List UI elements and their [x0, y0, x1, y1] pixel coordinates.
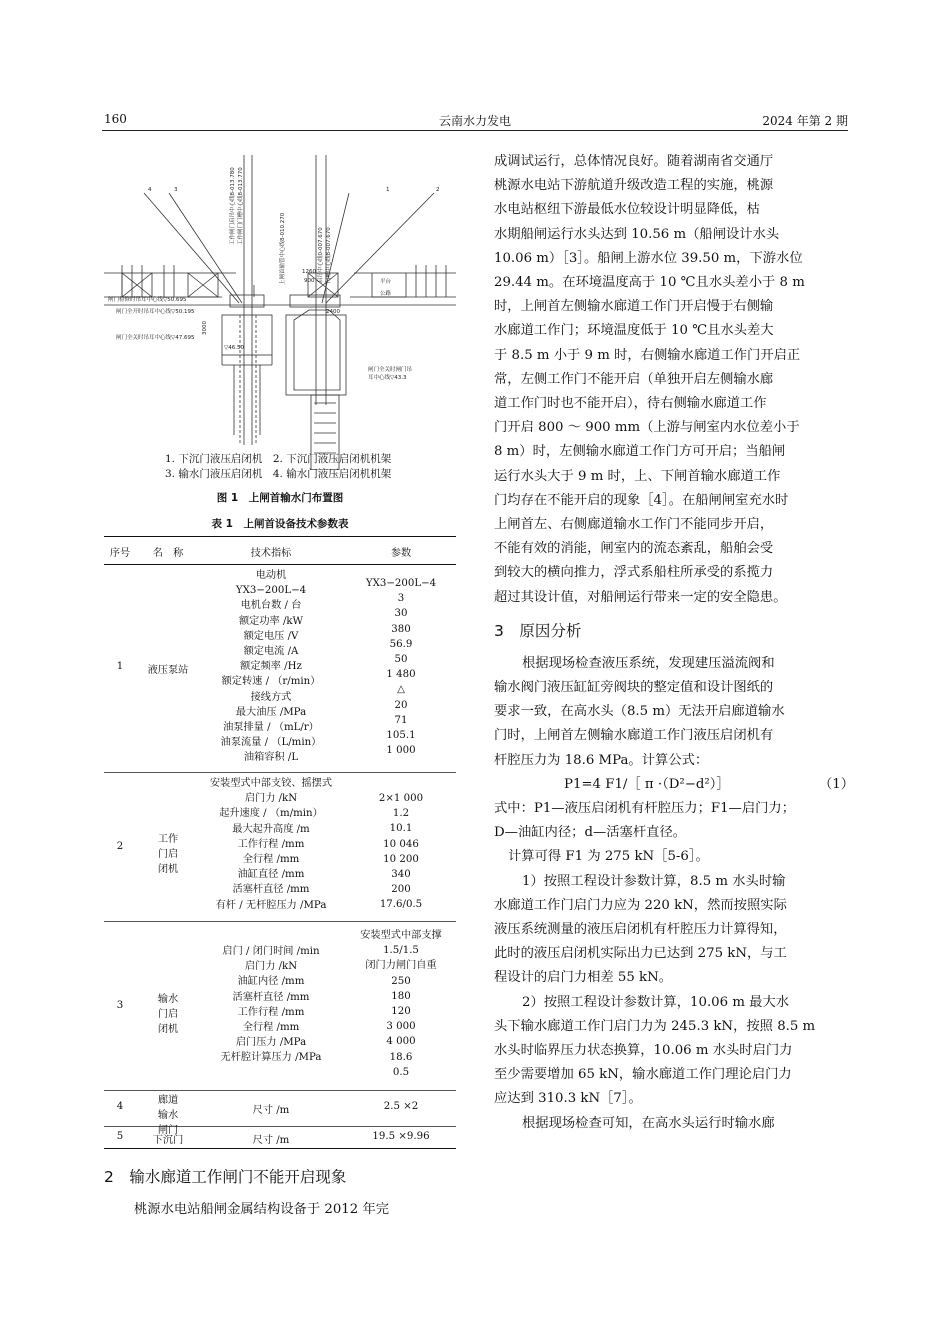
param: 30	[394, 608, 408, 620]
figure-vlabel-4: 启吊中心线0-007.670	[318, 227, 324, 283]
param: 105.1	[386, 730, 416, 742]
row3-no: 3	[116, 1000, 124, 1011]
text-line: 常，左侧工作门不能开启（单独开启左侧输水廊	[494, 371, 774, 387]
figure-dim-2400: 2400	[326, 309, 340, 315]
row1-no: 1	[116, 661, 124, 672]
figure-legend-1: 1. 下沉门液压启闭机 2. 下沉门液压启闭机机架	[165, 453, 392, 465]
text-line: 时，上闸首左侧输水廊道工作门开启慢于右侧输	[494, 299, 774, 315]
param: 3 000	[386, 1021, 416, 1033]
row1-name: 液压泵站	[147, 665, 189, 676]
row4-name: 廊道输水闸门	[157, 1095, 179, 1136]
row5-param: 19.5 ×9.96	[372, 1131, 430, 1142]
spec: 油箱容积 /L	[243, 752, 299, 764]
text-line: 头下输水廊道工作门启门力为 245.3 kN，按照 8.5 m	[494, 1018, 816, 1034]
text-line: 29.44 m。在环境温度高于 10 ℃且水头差小于 8 m	[494, 275, 805, 290]
figure-mark-3: 3	[174, 187, 178, 193]
text-line: P1=4 F1/［ π ·（D²−d²）］	[564, 776, 730, 792]
row1-params	[346, 576, 456, 758]
page-number: 160	[104, 112, 127, 126]
text-line: 液压系统测量的液压启闭机有杆腔压力计算得知，	[494, 922, 787, 937]
table-header-no: 序号	[109, 548, 131, 559]
param: 1.5/1.5	[383, 945, 419, 957]
spec: 起升速度 / （m/min）	[219, 808, 323, 820]
figure-mark-2: 2	[436, 187, 440, 193]
text-line: 计算可得 F1 为 275 kN［5-6］。	[508, 849, 709, 865]
text-line: 输水阀门液压缸缸旁阀块的整定值和设计图纸的	[494, 680, 774, 695]
text-line: 根据现场检查液压系统，发现建压溢流阀和	[522, 655, 775, 671]
table-header-name: 名 称	[152, 548, 184, 559]
param: △	[397, 684, 405, 696]
text-line: 3 原因分析	[494, 621, 582, 640]
spec: 安装型式中部支铰、摇摆式	[209, 778, 333, 789]
text-line: 水电站枢纽下游最低水位较设计明显降低，枯	[494, 202, 760, 218]
text-line: 8 m）时，左侧输水廊道工作门方可开启；当船闸	[494, 444, 786, 460]
figure-vlabel-2: 工作闸门门槽中心线8-013.770	[238, 167, 244, 245]
row3-specs	[196, 944, 346, 1066]
spec: 无杆腔计算压力 /MPa	[220, 1052, 322, 1064]
row3-name: 输水门启闭机	[157, 994, 179, 1035]
text-line: 2）按照工程设计参数计算，10.06 m 最大水	[522, 994, 790, 1010]
figure-vlabel-3: 上闸首输管中心线8-010.270	[280, 212, 286, 285]
text-line: 1）按照工程设计参数计算，8.5 m 水头时输	[522, 873, 786, 889]
param: 3	[397, 593, 405, 605]
param: 17.6/0.5	[379, 899, 423, 911]
figure-caption: 图 1 上闸首输水门布置图	[216, 492, 344, 504]
journal-title: 云南水力发电	[438, 114, 511, 128]
spec: 油泵排量 / （mL/r）	[223, 722, 319, 734]
spec: 最大起升高度 /m	[232, 823, 310, 835]
text-line: 应达到 310.3 kN［7］。	[494, 1091, 642, 1107]
text-line: 门时，上闸首左侧输水廊道工作门液压启闭机有	[494, 728, 774, 744]
text-line: （1）	[819, 776, 855, 792]
spec: 额定电压 /V	[243, 630, 299, 642]
spec: 启门力 /kN	[244, 793, 298, 805]
spec: 有杆 / 无杆腔压力 /MPa	[215, 899, 327, 911]
spec: 启门压力 /MPa	[235, 1037, 307, 1049]
spec: 额定电流 /A	[243, 646, 299, 658]
table-header-spec: 技术指标	[250, 548, 292, 559]
figure-elev-4: ▽46.50	[224, 345, 244, 351]
text-line: 门均存在不能开启的现象［4］。在船闸闸室充水时	[494, 492, 789, 508]
param: 18.6	[389, 1051, 413, 1063]
param: 2×1 000	[378, 793, 424, 804]
spec: 油缸直径 /mm	[237, 869, 305, 881]
text-line: 至少需要增加 65 kN，输水廊道工作门理论启门力	[494, 1067, 792, 1083]
spec: 启门 / 闭门时间 /min	[222, 946, 320, 957]
figure-dim-1260: 1260	[302, 269, 316, 275]
spec: YX3−200L−4	[235, 585, 307, 597]
param: 71	[394, 714, 408, 726]
spec: 活塞杆直径 /mm	[232, 884, 310, 896]
row2-specs	[196, 776, 346, 913]
row1-specs	[196, 568, 346, 766]
param: 10.1	[389, 823, 413, 835]
spec: 电动机	[255, 570, 287, 581]
param: 0.5	[392, 1066, 410, 1078]
param: 120	[391, 1006, 411, 1018]
figure-elev-1: 闸门检修时吊耳中心线▽50.695	[108, 297, 187, 303]
text-line: 于 8.5 m 小于 9 m 时，右侧输水廊道工作门开启正	[494, 347, 801, 363]
row3-params	[346, 928, 456, 1080]
figure-road: 公路	[380, 291, 392, 297]
figure-elev-5a: 闸门全关时闸门吊	[368, 367, 413, 373]
row2-params	[346, 791, 456, 913]
row5-no: 5	[116, 1131, 124, 1142]
section-2-text: 桃源水电站船闸金属结构设备于 2012 年完	[134, 1202, 390, 1217]
figure-vlabel-1: 工作闸门启吊中心线8-013.780	[230, 167, 236, 245]
text-line: 水头时临界压力状态换算，10.06 m 水头时启门力	[494, 1043, 793, 1058]
param: 1.2	[392, 808, 410, 820]
param: 340	[391, 869, 411, 881]
param: 180	[391, 990, 411, 1002]
spec: 全行程 /mm	[242, 854, 300, 866]
param: 56.9	[389, 638, 413, 650]
row4-spec: 尺寸 /m	[252, 1105, 290, 1116]
text-line: 此时的液压启闭机实际出力已达到 275 kN，与工	[494, 946, 787, 962]
figure-elev-2: 闸门全开时吊耳中心线▽50.195	[116, 309, 195, 315]
spec: 额定功率 /kW	[238, 615, 304, 627]
figure-elev-3: 闸门全关时吊耳中心线▽47.695	[116, 335, 195, 341]
row4-no: 4	[116, 1101, 124, 1112]
text-line: D—油缸内径；d—活塞杆直径。	[494, 825, 687, 841]
table-caption: 表 1 上闸首设备技术参数表	[211, 518, 349, 530]
figure-platform: 平台	[380, 279, 392, 285]
text-line: 10.06 m）［3］。船闸上游水位 39.50 m，下游水位	[494, 250, 803, 266]
text-line: 到较大的横向推力，浮式系船柱所承受的系揽力	[494, 565, 774, 581]
spec: 油泵流量 / （L/min）	[220, 737, 322, 749]
header-rule	[102, 130, 848, 131]
text-line: 式中：P1—液压启闭机有杆腔压力；F1—启门力；	[494, 801, 796, 816]
parameter-table	[104, 536, 456, 1152]
spec: 工作行程 /mm	[237, 1006, 305, 1018]
table-header-param: 参数	[390, 548, 412, 559]
text-line: 上闸首左、右侧廊道输水工作门不能同步开启，	[494, 517, 774, 532]
text-line: 道工作门时也不能开启），待右侧输水廊道工作	[494, 396, 767, 411]
text-line: 不能有效的消能，闸室内的流态紊乱，船舶会受	[494, 541, 774, 557]
figure-mark-4: 4	[148, 187, 152, 193]
text-line: 水期船闸运行水头达到 10.56 m（船闸设计水头	[494, 226, 780, 242]
param: 10 046	[383, 838, 419, 850]
row2-name: 工作门启闭机	[157, 834, 179, 875]
text-line: 程设计的启门力相差 55 kN。	[494, 970, 673, 986]
text-line: 水廊道工作门启门力应为 220 kN，然而按照实际	[494, 897, 787, 913]
figure-elev-5b: 耳中心线▽43.3	[368, 375, 407, 381]
figure-dim-900: 900	[304, 278, 315, 284]
param: 250	[391, 975, 411, 987]
figure-mark-1: 1	[386, 187, 390, 193]
figure-dim-3000: 3000	[202, 321, 208, 335]
param: 20	[394, 699, 408, 711]
text-line: 水廊道工作门；环境温度低于 10 ℃且水头差大	[494, 323, 774, 339]
spec: 额定频率 /Hz	[240, 661, 302, 673]
spec: 额定转速 / （r/min）	[221, 676, 321, 688]
spec: 最大油压 /MPa	[235, 706, 307, 718]
gate-layout-figure	[104, 145, 456, 470]
text-line: 超过其设计值，对船闸运行带来一定的安全隐患。	[494, 589, 787, 605]
row2-no: 2	[116, 841, 124, 852]
param: 50	[394, 654, 408, 666]
param: 200	[391, 884, 411, 896]
spec: 接线方式	[250, 691, 292, 703]
spec: 工作行程 /mm	[237, 838, 305, 850]
spec: 电机台数 / 台	[240, 600, 302, 612]
text-line: 桃源水电站下游航道升级改造工程的实施，桃源	[494, 178, 774, 194]
text-line: 运行水头大于 9 m 时，上、下闸首输水廊道工作	[494, 468, 781, 484]
param: 10 200	[383, 853, 419, 865]
spec: 活塞杆直径 /mm	[232, 991, 310, 1003]
row5-spec: 尺寸 /m	[252, 1135, 290, 1146]
text-line: 成调试运行，总体情况良好。随着湖南省交通厅	[494, 154, 774, 169]
row5-name: 下沉门	[152, 1135, 184, 1146]
text-line: 杆腔压力为 18.6 MPa。计算公式：	[494, 752, 709, 768]
param: 安装型式中部支撑	[360, 930, 442, 941]
section-2-heading: 2 输水廊道工作闸门不能开启现象	[104, 1168, 347, 1186]
spec: 全行程 /mm	[242, 1022, 300, 1034]
figure-vlabel-5: 门槽中心线8-007.670	[326, 227, 332, 283]
text-line: 门开启 800 ～ 900 mm（上游与闸室内水位差小于	[494, 420, 800, 436]
param: 4 000	[386, 1036, 416, 1048]
spec: 启门力 /kN	[244, 961, 298, 973]
text-line: 根据现场检查可知，在高水头运行时输水廊	[522, 1115, 775, 1131]
spec: 油缸内径 /mm	[237, 976, 305, 988]
param: 1 000	[386, 745, 416, 757]
param: 380	[391, 623, 411, 635]
row4-param: 2.5 ×2	[383, 1101, 419, 1112]
param: 闭门力闸门自重	[365, 960, 437, 972]
issue-label: 2024 年第 2 期	[762, 114, 848, 128]
figure-legend-2: 3. 输水门液压启闭机 4. 输水门液压启闭机机架	[165, 468, 392, 480]
param: 1 480	[386, 669, 416, 681]
text-line: 要求一致，在高水头（8.5 m）无法开启廊道输水	[494, 704, 785, 720]
param: YX3−200L−4	[365, 578, 437, 589]
